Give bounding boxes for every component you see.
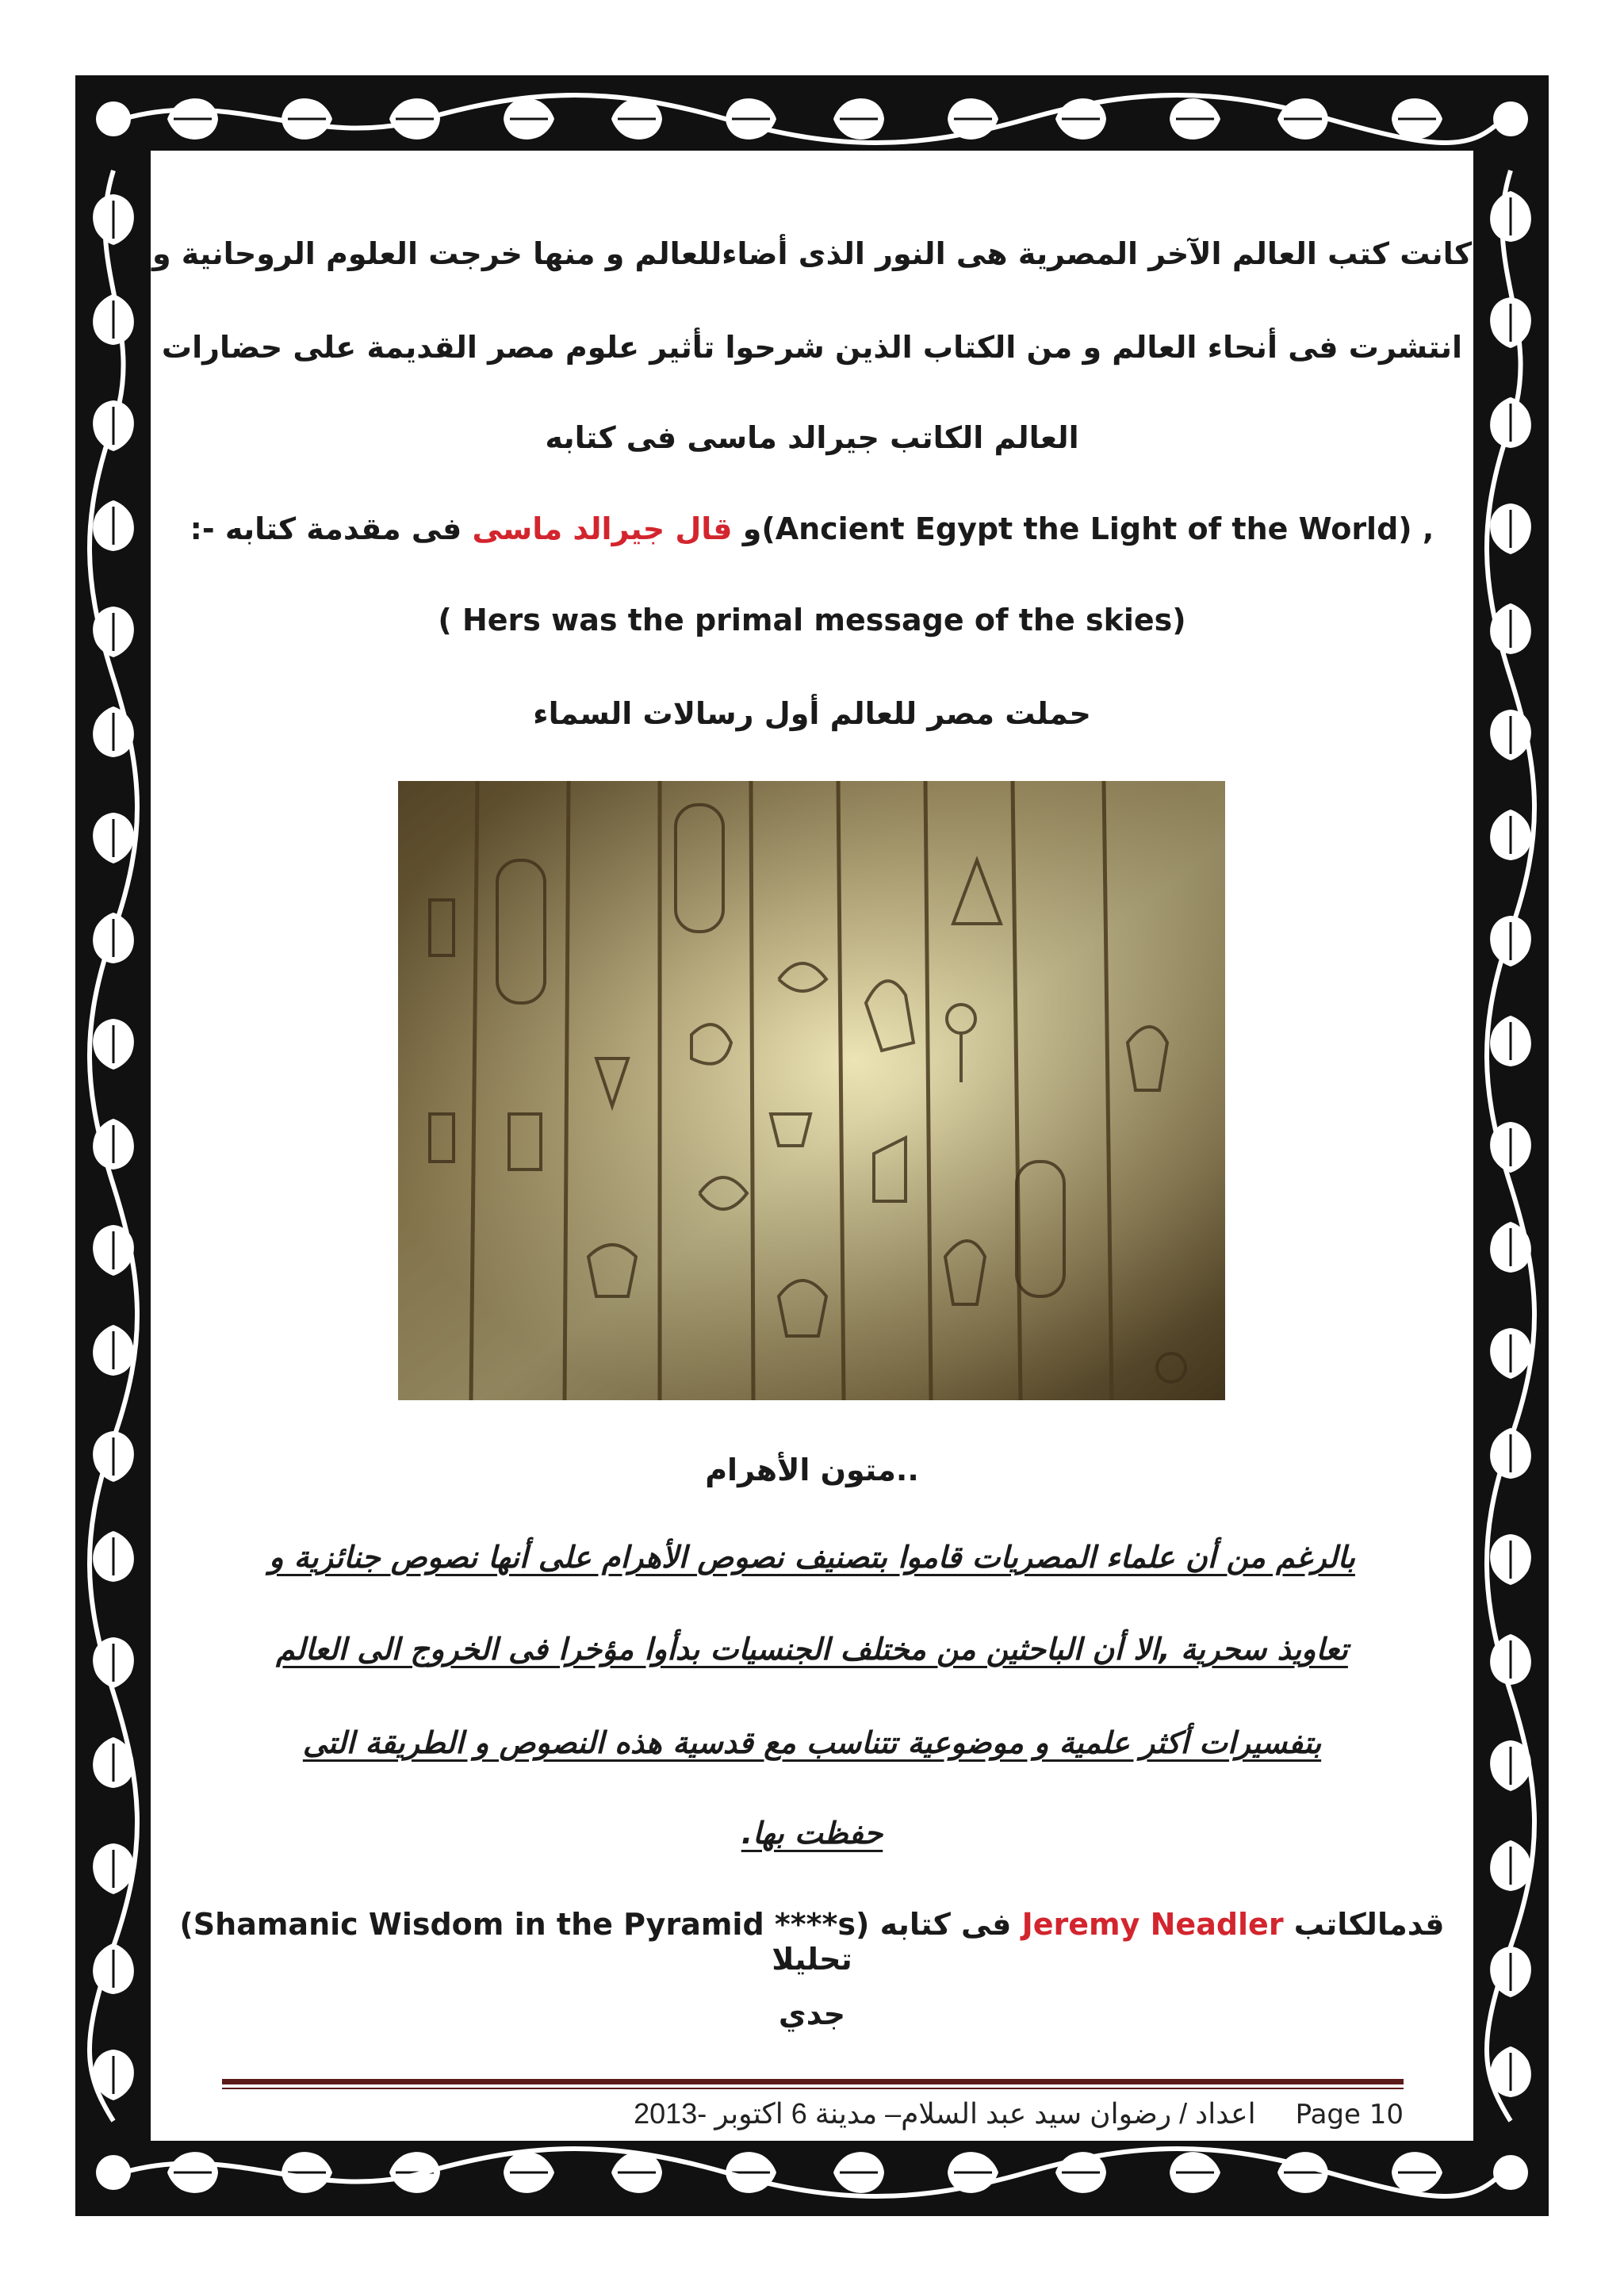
author-name-gerald-massey: قال جيرالد ماسى <box>472 511 733 546</box>
paragraph-final-word: جدي <box>778 1996 846 2031</box>
page-number: Page 10 <box>1295 2099 1404 2130</box>
last-line-end: تحليلا <box>772 1942 852 1977</box>
conjunction: و <box>732 511 762 546</box>
last-line-mid: فى كتابه <box>869 1907 1022 1942</box>
caption-pyramid-texts: ..متون الأهرام <box>705 1453 919 1487</box>
underlined-line-2: تعاويذ سحرية ,الا أن الباحثين من مختلف الجنسيات بدأوا مؤخرا فى الخروج الى العالم <box>276 1632 1348 1667</box>
last-line-start: قدمالكاتب <box>1283 1907 1445 1942</box>
underlined-line-1: بالرغم من أن علماء المصريات قاموا بتصنيف نصوص الأهرام على أنها نصوص جنائزية و <box>269 1540 1355 1575</box>
page-footer <box>222 2097 1404 2140</box>
footer-rule-thin <box>222 2088 1404 2089</box>
english-quote: ( Hers was the primal message of the skies) <box>438 603 1186 637</box>
author-name-jeremy-naydler: Jeremy Neadler <box>1021 1907 1284 1942</box>
paragraph-last-line <box>151 1907 1473 1977</box>
book-title-ancient-egypt: (Ancient Egypt the Light of the World) , <box>761 511 1434 546</box>
paragraph-line-2: انتشرت فى أنحاء العالم و من الكتاب الذين شرحوا تأثير علوم مصر القديمة على حضارات <box>161 330 1463 365</box>
underlined-line-3: بتفسيرات أكثر علمية و موضوعية تتناسب مع قدسية هذه النصوص و الطريقة التى <box>302 1725 1322 1760</box>
paragraph-line-1: كانت كتب العالم الآخر المصرية هى النور الذى أضاءللعالم و منها خرجت العلوم الروحانية و <box>151 236 1473 271</box>
book-title-shamanic-wisdom: (Shamanic Wisdom in the Pyramid ****s) <box>179 1907 870 1942</box>
paragraph-line-4 <box>151 511 1473 546</box>
paragraph-line-3: العالم الكاتب جيرالد ماسى فى كتابه <box>545 420 1079 455</box>
footer-author: اعداد / رضوان سيد عبد السلام– مدينة 6 اكتوبر -2013 <box>634 2097 1256 2130</box>
underlined-line-4: حفظت بها. <box>741 1816 883 1851</box>
arabic-quote-translation: حملت مصر للعالم أول رسالات السماء <box>533 696 1091 731</box>
footer-rule-thick <box>222 2079 1404 2084</box>
hieroglyph-wall-image <box>398 781 1225 1400</box>
paragraph-line-4-rest: فى مقدمة كتابه -: <box>190 511 473 546</box>
